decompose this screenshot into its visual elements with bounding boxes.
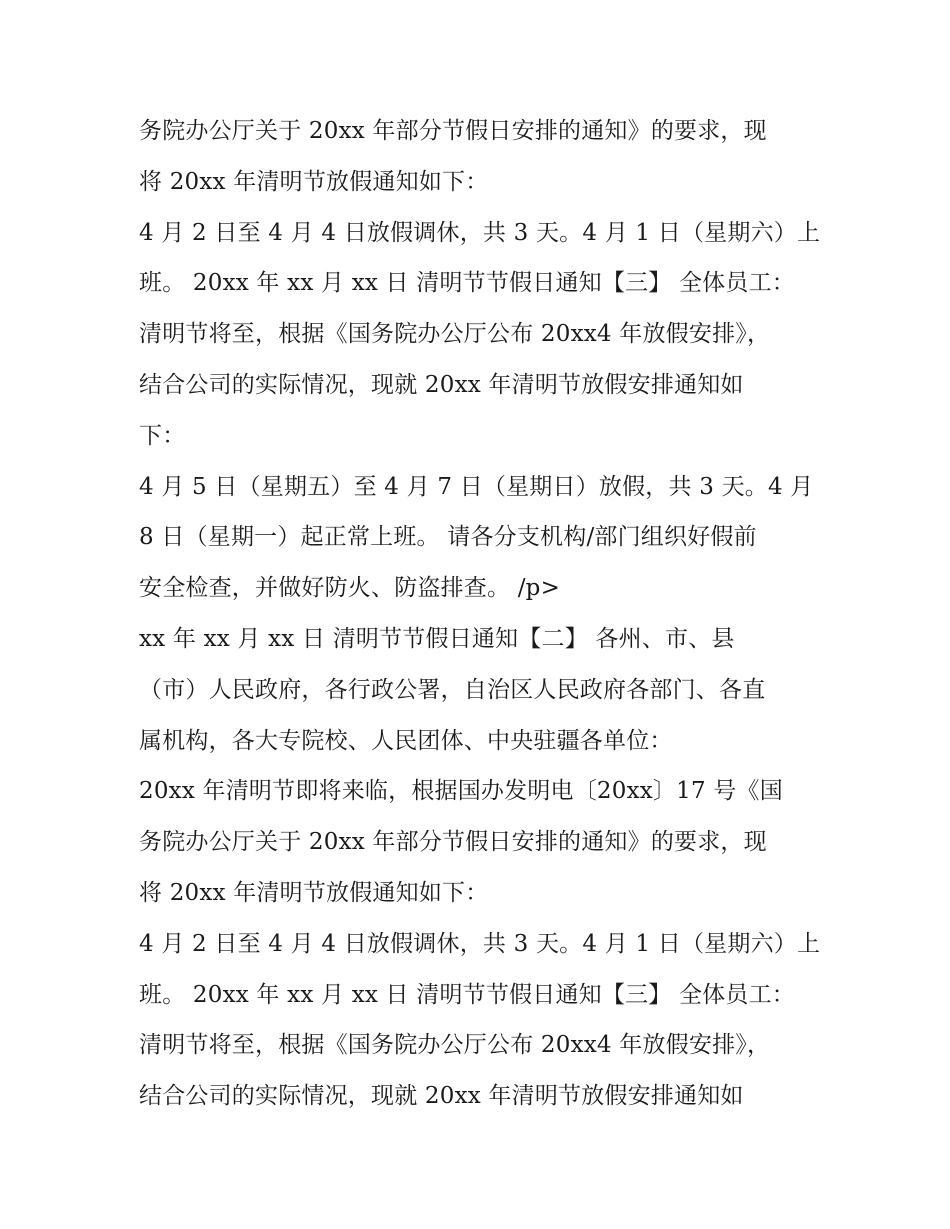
text-line: xx 年 xx 月 xx 日 清明节节假日通知【二】 各州、市、县 bbox=[139, 625, 735, 652]
text-line: （市）人民政府，各行政公署，自治区人民政府各部门、各直 bbox=[139, 676, 766, 703]
text-line: 安全检查，并做好防火、防盗排查。 /p> bbox=[139, 575, 561, 602]
text-line: 班。 20xx 年 xx 月 xx 日 清明节节假日通知【三】 全体员工： bbox=[139, 270, 795, 297]
text-line: 将 20xx 年清明节放假通知如下： bbox=[139, 168, 489, 195]
text-line: 务院办公厅关于 20xx 年部分节假日安排的通知》的要求，现 bbox=[139, 829, 767, 856]
text-line: 8 日（星期一）起正常上班。 请各分支机构/部门组织好假前 bbox=[139, 524, 757, 551]
text-line: 4 月 2 日至 4 月 4 日放假调休，共 3 天。4 月 1 日（星期六）上 bbox=[139, 930, 821, 957]
text-line: 将 20xx 年清明节放假通知如下： bbox=[139, 879, 489, 906]
text-line: 20xx 年清明节即将来临，根据国办发明电〔20xx〕17 号《国 bbox=[139, 778, 783, 805]
text-line: 4 月 5 日（星期五）至 4 月 7 日（星期日）放假，共 3 天。4 月 bbox=[139, 473, 814, 500]
text-line: 清明节将至，根据《国务院办公厅公布 20xx4 年放假安排》， bbox=[139, 321, 771, 348]
text-line: 务院办公厅关于 20xx 年部分节假日安排的通知》的要求，现 bbox=[139, 118, 767, 144]
text-line: 4 月 2 日至 4 月 4 日放假调休，共 3 天。4 月 1 日（星期六）上 bbox=[139, 219, 821, 246]
text-line: 结合公司的实际情况，现就 20xx 年清明节放假安排通知如 bbox=[139, 1083, 744, 1110]
text-line: 属机构，各大专院校、人民团体、中央驻疆各单位： bbox=[139, 727, 673, 754]
text-line: 下： bbox=[139, 422, 186, 449]
text-line: 班。 20xx 年 xx 月 xx 日 清明节节假日通知【三】 全体员工： bbox=[139, 981, 795, 1008]
text-line: 结合公司的实际情况，现就 20xx 年清明节放假安排通知如 bbox=[139, 371, 744, 398]
document-body bbox=[139, 106, 829, 1122]
text-line: 清明节将至，根据《国务院办公厅公布 20xx4 年放假安排》， bbox=[139, 1032, 771, 1059]
